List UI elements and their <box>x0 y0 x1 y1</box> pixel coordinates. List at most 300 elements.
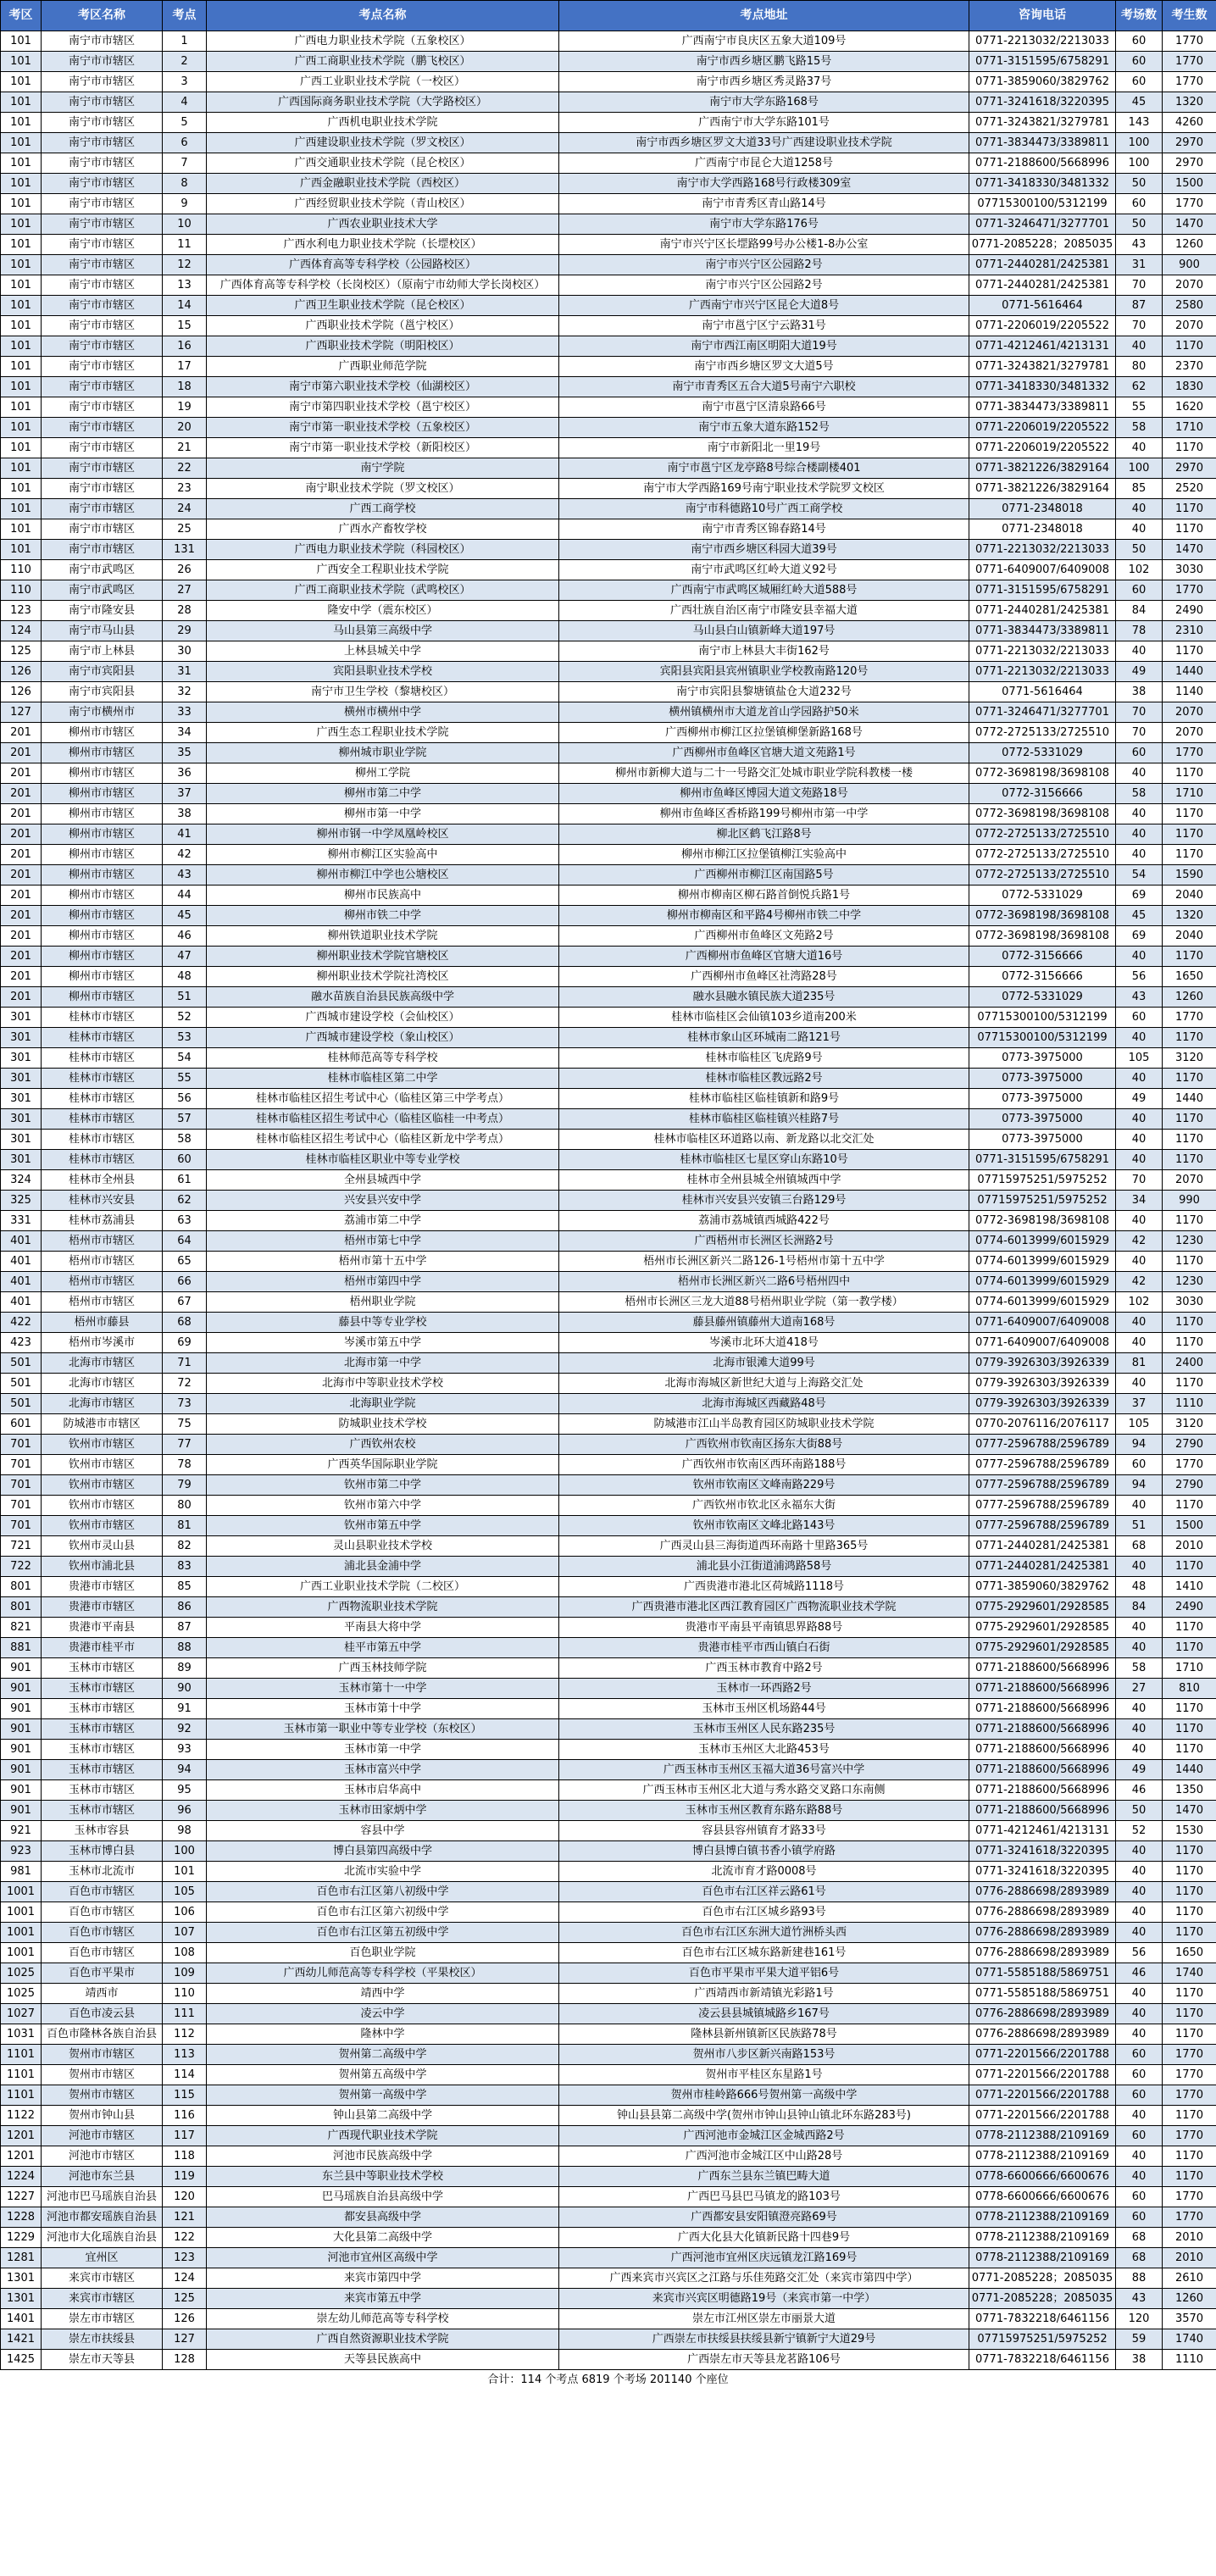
site-address-cell: 桂林市象山区环城南二路121号 <box>559 1028 969 1048</box>
district-code-cell: 101 <box>1 357 42 377</box>
site-code-cell: 71 <box>163 1353 207 1374</box>
table-row <box>1 1699 1216 1719</box>
site-name-cell: 梧州市第十五中学 <box>207 1252 559 1272</box>
candidate-count-cell: 1770 <box>1163 1008 1216 1028</box>
room-count-cell: 40 <box>1116 804 1163 824</box>
site-code-cell: 38 <box>163 804 207 824</box>
site-code-cell: 33 <box>163 702 207 723</box>
site-name-cell: 广西幼儿师范高等专科学校（平果校区） <box>207 1963 559 1984</box>
site-address-cell: 百色市右江区东洲大道竹洲桥头西 <box>559 1923 969 1943</box>
site-address-cell: 广西巴马县巴马镇龙的路103号 <box>559 2187 969 2207</box>
district-code-cell: 201 <box>1 723 42 743</box>
district-code-cell: 1425 <box>1 2350 42 2370</box>
site-name-cell: 南宁市卫生学校（黎塘校区） <box>207 682 559 702</box>
district-code-cell: 126 <box>1 662 42 682</box>
site-name-cell: 柳州市第一中学 <box>207 804 559 824</box>
site-address-cell: 南宁市西乡塘区罗文大道33号广西建设职业技术学院 <box>559 133 969 153</box>
candidate-count-cell: 1170 <box>1163 2004 1216 2024</box>
candidate-count-cell: 1500 <box>1163 174 1216 194</box>
site-name-cell: 容县中学 <box>207 1821 559 1841</box>
candidate-count-cell: 1170 <box>1163 641 1216 662</box>
district-name-cell: 钦州市浦北县 <box>42 1557 163 1577</box>
site-code-cell: 90 <box>163 1679 207 1699</box>
site-name-cell: 大化县第二高级中学 <box>207 2228 559 2248</box>
candidate-count-cell: 1320 <box>1163 92 1216 113</box>
room-count-cell: 94 <box>1116 1435 1163 1455</box>
room-count-cell: 60 <box>1116 72 1163 92</box>
phone-cell: 07715975251/5975252 <box>969 1170 1116 1191</box>
phone-cell: 0771-3243821/3279781 <box>969 113 1116 133</box>
district-name-cell: 百色市市辖区 <box>42 1882 163 1902</box>
district-name-cell: 百色市市辖区 <box>42 1923 163 1943</box>
candidate-count-cell: 2970 <box>1163 458 1216 479</box>
district-name-cell: 南宁市横州市 <box>42 702 163 723</box>
room-count-cell: 45 <box>1116 906 1163 926</box>
site-address-cell: 广西柳州市柳江区南国路5号 <box>559 865 969 886</box>
site-code-cell: 114 <box>163 2065 207 2085</box>
site-address-cell: 桂林市临桂区临桂镇新和路9号 <box>559 1089 969 1109</box>
table-row <box>1 2350 1216 2370</box>
district-code-cell: 1025 <box>1 1963 42 1984</box>
district-name-cell: 北海市市辖区 <box>42 1353 163 1374</box>
site-name-cell: 河池市民族高级中学 <box>207 2146 559 2167</box>
site-name-cell: 巴马瑶族自治县高级中学 <box>207 2187 559 2207</box>
site-code-cell: 81 <box>163 1516 207 1536</box>
site-code-cell: 29 <box>163 621 207 641</box>
site-name-cell: 广西安全工程职业技术学院 <box>207 560 559 580</box>
site-code-cell: 111 <box>163 2004 207 2024</box>
table-row <box>1 1008 1216 1028</box>
site-address-cell: 柳州市柳江区拉堡镇柳江实验高中 <box>559 845 969 865</box>
candidate-count-cell: 1170 <box>1163 1841 1216 1862</box>
phone-cell: 0771-2201566/2201788 <box>969 2065 1116 2085</box>
phone-cell: 0774-6013999/6015929 <box>969 1292 1116 1313</box>
site-address-cell: 南宁市宾阳县黎塘镇盐仓大道232号 <box>559 682 969 702</box>
candidate-count-cell: 1260 <box>1163 2289 1216 2309</box>
district-code-cell: 501 <box>1 1353 42 1374</box>
table-row <box>1 1679 1216 1699</box>
phone-cell: 0771-7832218/6461156 <box>969 2309 1116 2329</box>
district-name-cell: 宜州区 <box>42 2248 163 2268</box>
site-address-cell: 南宁市大学西路168号行政楼309室 <box>559 174 969 194</box>
room-count-cell: 105 <box>1116 1414 1163 1435</box>
district-code-cell: 101 <box>1 397 42 418</box>
district-name-cell: 河池市东兰县 <box>42 2167 163 2187</box>
district-code-cell: 401 <box>1 1252 42 1272</box>
site-code-cell: 12 <box>163 255 207 275</box>
site-address-cell: 梧州市长洲区新兴二路126-1号梧州市第十五中学 <box>559 1252 969 1272</box>
site-name-cell: 柳州市铁二中学 <box>207 906 559 926</box>
district-name-cell: 贵港市市辖区 <box>42 1597 163 1618</box>
table-row <box>1 1923 1216 1943</box>
table-row <box>1 2146 1216 2167</box>
site-address-cell: 防城港市江山半岛教育园区防城职业技术学院 <box>559 1414 969 1435</box>
district-name-cell: 南宁市市辖区 <box>42 194 163 214</box>
site-name-cell: 都安县高级中学 <box>207 2207 559 2228</box>
summary-footer: 合计：114 个考点 6819 个考场 201140 个座位 <box>487 2373 729 2386</box>
phone-cell: 0771-7832218/6461156 <box>969 2350 1116 2370</box>
phone-cell: 0771-2206019/2205522 <box>969 418 1116 438</box>
table-row <box>1 947 1216 967</box>
site-name-cell: 南宁市第一职业技术学校（新阳校区） <box>207 438 559 458</box>
room-count-cell: 50 <box>1116 174 1163 194</box>
room-count-cell: 68 <box>1116 2248 1163 2268</box>
site-code-cell: 107 <box>163 1923 207 1943</box>
site-name-cell: 桂林市临桂区招生考试中心（临桂区临桂一中考点） <box>207 1109 559 1130</box>
site-name-cell: 马山县第三高级中学 <box>207 621 559 641</box>
room-count-cell: 78 <box>1116 621 1163 641</box>
room-count-cell: 40 <box>1116 1740 1163 1760</box>
room-count-cell: 40 <box>1116 1130 1163 1150</box>
phone-cell: 0778-2112388/2109169 <box>969 2228 1116 2248</box>
phone-cell: 0771-3859060/3829762 <box>969 1577 1116 1597</box>
candidate-count-cell: 1770 <box>1163 31 1216 52</box>
site-code-cell: 26 <box>163 560 207 580</box>
site-address-cell: 北海市海城区西藏路48号 <box>559 1394 969 1414</box>
phone-cell: 0777-2596788/2596789 <box>969 1475 1116 1496</box>
site-code-cell: 3 <box>163 72 207 92</box>
site-address-cell: 广西崇左市扶绥县扶绥县新宁镇新宁大道29号 <box>559 2329 969 2350</box>
table-row <box>1 1313 1216 1333</box>
district-name-cell: 北海市市辖区 <box>42 1374 163 1394</box>
site-code-cell: 100 <box>163 1841 207 1862</box>
district-name-cell: 百色市市辖区 <box>42 1902 163 1923</box>
site-code-cell: 65 <box>163 1252 207 1272</box>
table-row <box>1 235 1216 255</box>
site-code-cell: 57 <box>163 1109 207 1130</box>
site-code-cell: 11 <box>163 235 207 255</box>
district-code-cell: 701 <box>1 1455 42 1475</box>
district-name-cell: 柳州市市辖区 <box>42 824 163 845</box>
site-code-cell: 89 <box>163 1658 207 1679</box>
header-site-name: 考点名称 <box>207 1 559 31</box>
room-count-cell: 40 <box>1116 1150 1163 1170</box>
site-code-cell: 119 <box>163 2167 207 2187</box>
site-name-cell: 玉林市第十中学 <box>207 1699 559 1719</box>
site-address-cell: 博白县博白镇书香小镇学府路 <box>559 1841 969 1862</box>
site-name-cell: 南宁市第四职业技术学校（邕宁校区） <box>207 397 559 418</box>
district-code-cell: 201 <box>1 926 42 947</box>
district-code-cell: 201 <box>1 947 42 967</box>
site-name-cell: 广西体育高等专科学校（公园路校区） <box>207 255 559 275</box>
table-row <box>1 458 1216 479</box>
district-name-cell: 贵港市桂平市 <box>42 1638 163 1658</box>
room-count-cell: 34 <box>1116 1191 1163 1211</box>
district-name-cell: 河池市大化瑶族自治县 <box>42 2228 163 2248</box>
site-address-cell: 广西钦州市钦南区扬东大街88号 <box>559 1435 969 1455</box>
candidate-count-cell: 1170 <box>1163 438 1216 458</box>
phone-cell: 0771-3834473/3389811 <box>969 397 1116 418</box>
candidate-count-cell: 1170 <box>1163 1069 1216 1089</box>
site-name-cell: 玉林市富兴中学 <box>207 1760 559 1780</box>
table-row <box>1 479 1216 499</box>
site-code-cell: 96 <box>163 1801 207 1821</box>
site-name-cell: 柳州工学院 <box>207 763 559 784</box>
site-code-cell: 87 <box>163 1618 207 1638</box>
district-code-cell: 1101 <box>1 2045 42 2065</box>
site-address-cell: 凌云县县城镇城路乡167号 <box>559 2004 969 2024</box>
phone-cell: 0773-3975000 <box>969 1069 1116 1089</box>
district-code-cell: 101 <box>1 336 42 357</box>
site-name-cell: 广西城市建设学校（象山校区） <box>207 1028 559 1048</box>
site-code-cell: 15 <box>163 316 207 336</box>
district-name-cell: 河池市市辖区 <box>42 2146 163 2167</box>
table-row <box>1 1475 1216 1496</box>
site-address-cell: 梧州市长洲区新兴二路6号梧州四中 <box>559 1272 969 1292</box>
phone-cell: 0772-5331029 <box>969 743 1116 763</box>
table-row <box>1 336 1216 357</box>
table-row <box>1 702 1216 723</box>
district-name-cell: 钦州市市辖区 <box>42 1455 163 1475</box>
candidate-count-cell: 1470 <box>1163 540 1216 560</box>
candidate-count-cell: 1110 <box>1163 1394 1216 1414</box>
candidate-count-cell: 1710 <box>1163 784 1216 804</box>
candidate-count-cell: 1740 <box>1163 1963 1216 1984</box>
room-count-cell: 68 <box>1116 1536 1163 1557</box>
candidate-count-cell: 1770 <box>1163 580 1216 601</box>
site-address-cell: 南宁市西乡塘区秀灵路37号 <box>559 72 969 92</box>
district-name-cell: 贵港市平南县 <box>42 1618 163 1638</box>
district-code-cell: 101 <box>1 52 42 72</box>
district-code-cell: 501 <box>1 1374 42 1394</box>
district-name-cell: 柳州市市辖区 <box>42 987 163 1008</box>
room-count-cell: 40 <box>1116 1841 1163 1862</box>
district-code-cell: 901 <box>1 1719 42 1740</box>
candidate-count-cell: 1170 <box>1163 1211 1216 1231</box>
district-code-cell: 125 <box>1 641 42 662</box>
room-count-cell: 105 <box>1116 1048 1163 1069</box>
site-name-cell: 东兰县中等职业技术学校 <box>207 2167 559 2187</box>
district-code-cell: 201 <box>1 784 42 804</box>
site-name-cell: 钦州市第五中学 <box>207 1516 559 1536</box>
candidate-count-cell: 3120 <box>1163 1048 1216 1069</box>
district-name-cell: 柳州市市辖区 <box>42 845 163 865</box>
room-count-cell: 37 <box>1116 1394 1163 1414</box>
district-code-cell: 923 <box>1 1841 42 1862</box>
candidate-count-cell: 1590 <box>1163 865 1216 886</box>
site-address-cell: 南宁市青秀区青山路14号 <box>559 194 969 214</box>
room-count-cell: 58 <box>1116 784 1163 804</box>
phone-cell: 0771-3834473/3389811 <box>969 133 1116 153</box>
room-count-cell: 143 <box>1116 113 1163 133</box>
phone-cell: 0771-3246471/3277701 <box>969 214 1116 235</box>
room-count-cell: 40 <box>1116 1862 1163 1882</box>
district-name-cell: 南宁市市辖区 <box>42 519 163 540</box>
room-count-cell: 40 <box>1116 1028 1163 1048</box>
table-row <box>1 784 1216 804</box>
site-name-cell: 广西金融职业技术学院（西校区） <box>207 174 559 194</box>
phone-cell: 0772-2725133/2725510 <box>969 845 1116 865</box>
site-address-cell: 贵港市平南县平南镇思界路88号 <box>559 1618 969 1638</box>
room-count-cell: 60 <box>1116 52 1163 72</box>
site-code-cell: 127 <box>163 2329 207 2350</box>
room-count-cell: 49 <box>1116 1760 1163 1780</box>
phone-cell: 0772-3698198/3698108 <box>969 804 1116 824</box>
district-code-cell: 301 <box>1 1150 42 1170</box>
candidate-count-cell: 2010 <box>1163 2248 1216 2268</box>
table-row <box>1 214 1216 235</box>
site-address-cell: 百色市右江区城东路新建巷161号 <box>559 1943 969 1963</box>
phone-cell: 0772-5331029 <box>969 987 1116 1008</box>
phone-cell: 0771-2440281/2425381 <box>969 1536 1116 1557</box>
room-count-cell: 81 <box>1116 1353 1163 1374</box>
room-count-cell: 43 <box>1116 2289 1163 2309</box>
site-code-cell: 25 <box>163 519 207 540</box>
district-name-cell: 南宁市市辖区 <box>42 499 163 519</box>
room-count-cell: 50 <box>1116 214 1163 235</box>
candidate-count-cell: 1170 <box>1163 2106 1216 2126</box>
site-address-cell: 岑溪市北环大道418号 <box>559 1333 969 1353</box>
candidate-count-cell: 1770 <box>1163 2085 1216 2106</box>
site-name-cell: 梧州市第四中学 <box>207 1272 559 1292</box>
table-row <box>1 804 1216 824</box>
table-row <box>1 1028 1216 1048</box>
district-name-cell: 柳州市市辖区 <box>42 804 163 824</box>
candidate-count-cell: 1770 <box>1163 2207 1216 2228</box>
site-address-cell: 钦州市钦南区文峰北路143号 <box>559 1516 969 1536</box>
district-code-cell: 1227 <box>1 2187 42 2207</box>
candidate-count-cell: 1140 <box>1163 682 1216 702</box>
site-address-cell: 贺州市桂岭路666号贺州第一高级中学 <box>559 2085 969 2106</box>
candidate-count-cell: 1230 <box>1163 1231 1216 1252</box>
candidate-count-cell: 1440 <box>1163 1089 1216 1109</box>
district-name-cell: 崇左市天等县 <box>42 2350 163 2370</box>
site-name-cell: 柳州市第二中学 <box>207 784 559 804</box>
candidate-count-cell: 1320 <box>1163 906 1216 926</box>
site-code-cell: 94 <box>163 1760 207 1780</box>
district-code-cell: 821 <box>1 1618 42 1638</box>
site-name-cell: 岑溪市第五中学 <box>207 1333 559 1353</box>
site-address-cell: 广西钦州市钦北区永福东大街 <box>559 1496 969 1516</box>
site-address-cell: 广西南宁市良庆区五象大道109号 <box>559 31 969 52</box>
phone-cell: 0771-2188600/5668996 <box>969 1658 1116 1679</box>
site-code-cell: 5 <box>163 113 207 133</box>
site-address-cell: 广西柳州市鱼峰区社湾路28号 <box>559 967 969 987</box>
site-code-cell: 92 <box>163 1719 207 1740</box>
candidate-count-cell: 1170 <box>1163 519 1216 540</box>
site-code-cell: 68 <box>163 1313 207 1333</box>
district-name-cell: 南宁市市辖区 <box>42 458 163 479</box>
table-row <box>1 743 1216 763</box>
table-row <box>1 621 1216 641</box>
table-row <box>1 499 1216 519</box>
district-name-cell: 玉林市市辖区 <box>42 1699 163 1719</box>
site-address-cell: 南宁市西江南区明阳大道19号 <box>559 336 969 357</box>
district-name-cell: 靖西市 <box>42 1984 163 2004</box>
site-name-cell: 广西英华国际职业学院 <box>207 1455 559 1475</box>
district-code-cell: 1031 <box>1 2024 42 2045</box>
table-row <box>1 641 1216 662</box>
phone-cell: 0775-2929601/2928585 <box>969 1618 1116 1638</box>
site-code-cell: 123 <box>163 2248 207 2268</box>
room-count-cell: 56 <box>1116 967 1163 987</box>
room-count-cell: 40 <box>1116 763 1163 784</box>
site-address-cell: 广西河池市宜州区庆远镇龙江路169号 <box>559 2248 969 2268</box>
room-count-cell: 38 <box>1116 2350 1163 2370</box>
district-code-cell: 325 <box>1 1191 42 1211</box>
district-name-cell: 北海市市辖区 <box>42 1394 163 1414</box>
site-address-cell: 柳州市柳南区和平路4号柳州市铁二中学 <box>559 906 969 926</box>
district-code-cell: 1201 <box>1 2146 42 2167</box>
table-row <box>1 174 1216 194</box>
district-code-cell: 1201 <box>1 2126 42 2146</box>
site-address-cell: 南宁市上林县大丰街162号 <box>559 641 969 662</box>
district-code-cell: 901 <box>1 1658 42 1679</box>
phone-cell: 0777-2596788/2596789 <box>969 1455 1116 1475</box>
site-name-cell: 玉林市第一中学 <box>207 1740 559 1760</box>
site-name-cell: 广西交通职业技术学院（昆仑校区） <box>207 153 559 174</box>
candidate-count-cell: 1440 <box>1163 1760 1216 1780</box>
phone-cell: 0772-5331029 <box>969 886 1116 906</box>
site-name-cell: 广西物流职业技术学院 <box>207 1597 559 1618</box>
candidate-count-cell: 1170 <box>1163 1862 1216 1882</box>
candidate-count-cell: 2490 <box>1163 601 1216 621</box>
candidate-count-cell: 2040 <box>1163 886 1216 906</box>
site-address-cell: 南宁市西乡塘区罗文大道5号 <box>559 357 969 377</box>
phone-cell: 0771-4212461/4213131 <box>969 336 1116 357</box>
room-count-cell: 85 <box>1116 479 1163 499</box>
phone-cell: 0776-2886698/2893989 <box>969 1923 1116 1943</box>
site-code-cell: 91 <box>163 1699 207 1719</box>
district-code-cell: 701 <box>1 1516 42 1536</box>
district-code-cell: 401 <box>1 1272 42 1292</box>
table-row <box>1 824 1216 845</box>
district-name-cell: 南宁市市辖区 <box>42 31 163 52</box>
site-name-cell: 广西玉林技师学院 <box>207 1658 559 1679</box>
candidate-count-cell: 1770 <box>1163 1455 1216 1475</box>
district-name-cell: 南宁市市辖区 <box>42 316 163 336</box>
room-count-cell: 40 <box>1116 519 1163 540</box>
district-name-cell: 南宁市市辖区 <box>42 418 163 438</box>
district-code-cell: 801 <box>1 1597 42 1618</box>
district-code-cell: 331 <box>1 1211 42 1231</box>
table-row <box>1 1069 1216 1089</box>
district-code-cell: 1001 <box>1 1923 42 1943</box>
room-count-cell: 68 <box>1116 2228 1163 2248</box>
district-code-cell: 701 <box>1 1496 42 1516</box>
site-code-cell: 69 <box>163 1333 207 1353</box>
room-count-cell: 87 <box>1116 296 1163 316</box>
table-row <box>1 2187 1216 2207</box>
table-row <box>1 906 1216 926</box>
room-count-cell: 40 <box>1116 438 1163 458</box>
district-name-cell: 梧州市市辖区 <box>42 1231 163 1252</box>
room-count-cell: 40 <box>1116 2167 1163 2187</box>
site-name-cell: 南宁学院 <box>207 458 559 479</box>
district-name-cell: 梧州市市辖区 <box>42 1252 163 1272</box>
room-count-cell: 70 <box>1116 702 1163 723</box>
site-name-cell: 贺州第五高级中学 <box>207 2065 559 2085</box>
candidate-count-cell: 1650 <box>1163 967 1216 987</box>
district-code-cell: 101 <box>1 418 42 438</box>
site-code-cell: 47 <box>163 947 207 967</box>
candidate-count-cell: 2070 <box>1163 1170 1216 1191</box>
site-name-cell: 柳州市柳江中学也公塘校区 <box>207 865 559 886</box>
table-row <box>1 1414 1216 1435</box>
candidate-count-cell: 2310 <box>1163 621 1216 641</box>
site-code-cell: 78 <box>163 1455 207 1475</box>
site-name-cell: 北海市第一中学 <box>207 1353 559 1374</box>
site-address-cell: 百色市平果市平果大道平铝6号 <box>559 1963 969 1984</box>
district-code-cell: 101 <box>1 458 42 479</box>
district-name-cell: 南宁市市辖区 <box>42 377 163 397</box>
phone-cell: 0772-3156666 <box>969 947 1116 967</box>
room-count-cell: 69 <box>1116 886 1163 906</box>
room-count-cell: 40 <box>1116 1069 1163 1089</box>
candidate-count-cell: 1620 <box>1163 397 1216 418</box>
phone-cell: 0779-3926303/3926339 <box>969 1374 1116 1394</box>
room-count-cell: 40 <box>1116 1252 1163 1272</box>
